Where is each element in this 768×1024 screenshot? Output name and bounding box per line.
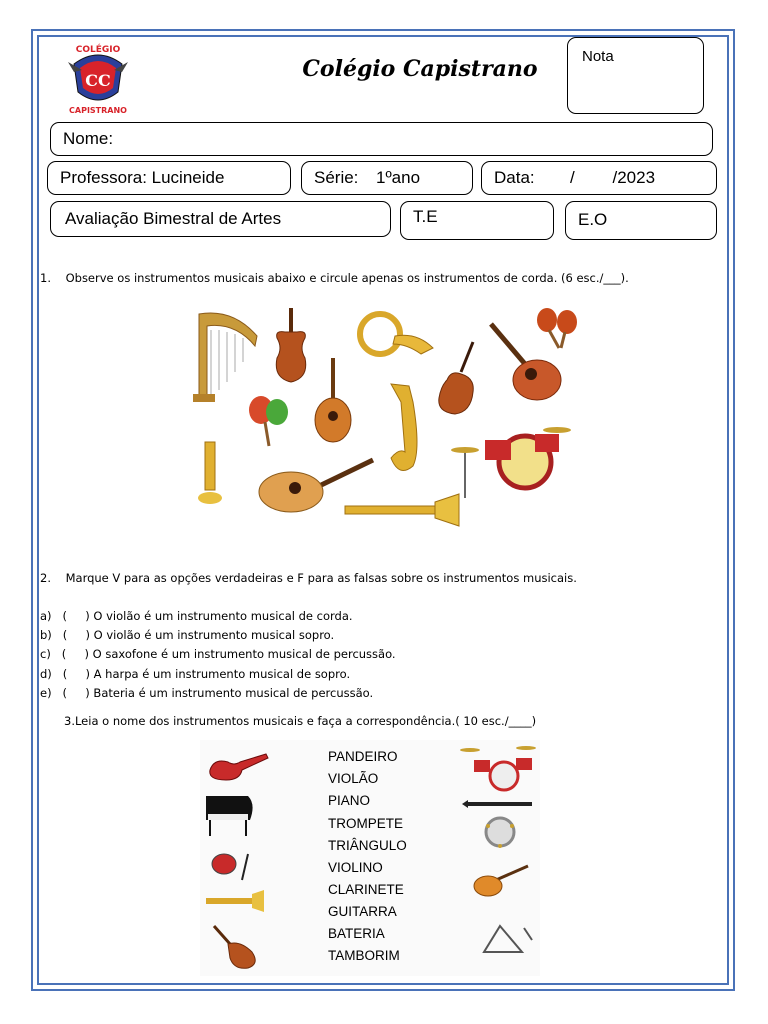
q3-word: TROMPETE [328, 816, 404, 831]
trumpet-icon [198, 442, 222, 504]
guitar-icon [474, 866, 528, 896]
professora-label: Professora: Lucineide [60, 168, 225, 187]
clarinet-icon [462, 800, 532, 808]
q3-word: BATERIA [328, 926, 385, 941]
triangle-icon [484, 926, 532, 952]
trumpet-icon [206, 890, 264, 912]
te-box[interactable] [400, 201, 554, 240]
tambourine-drum-icon [212, 854, 248, 880]
trumpet-icon [345, 494, 459, 526]
q3-word: PANDEIRO [328, 749, 398, 764]
drum-kit-icon [460, 746, 536, 790]
q3-word: TRIÂNGULO [328, 838, 407, 853]
eo-box[interactable] [565, 201, 717, 240]
violin-icon [439, 342, 473, 414]
data-value: / /2023 [570, 168, 656, 187]
q2-option-e[interactable]: e) ( ) Bateria é um instrumento musical de percussão. [40, 686, 374, 700]
q2-option-a[interactable]: a) ( ) O violão é um instrumento musical de corda. [40, 609, 353, 623]
q3-word: PIANO [328, 793, 371, 808]
violin-icon [276, 308, 305, 382]
svg-text:CC: CC [85, 71, 111, 90]
teacher-field [47, 161, 291, 195]
assessment-title-box [50, 201, 391, 237]
grand-piano-icon [206, 796, 253, 836]
mandolin-icon [315, 358, 351, 442]
question-2: 2. Marque V para as opções verdadeiras e F para as falsas sobre os instrumentos musicais. [40, 571, 577, 585]
avaliacao-label: Avaliação Bimestral de Artes [65, 209, 282, 228]
maracas-icon [249, 396, 288, 446]
question-3: 3.Leia o nome dos instrumentos musicais e faça a correspondência.( 10 esc./____) [64, 714, 537, 728]
svg-text:CAPISTRANO: CAPISTRANO [69, 106, 127, 115]
q3-word: CLARINETE [328, 882, 404, 897]
serie-value: 1ºano [376, 168, 421, 187]
harp-icon [193, 313, 257, 402]
drum-kit-icon [451, 427, 571, 498]
tambourine-icon [486, 818, 514, 848]
q1-instruments-image [185, 302, 585, 540]
q2-option-c[interactable]: c) ( ) O saxofone é um instrumento musical de percussão. [40, 647, 396, 661]
eo-label: E.O [578, 210, 608, 229]
acoustic-guitar-icon [259, 460, 373, 512]
violin-icon [214, 926, 255, 968]
svg-text:COLÉGIO: COLÉGIO [75, 45, 121, 55]
grade-level-field [301, 161, 473, 195]
name-field[interactable] [50, 122, 713, 156]
nota-label: Nota [582, 48, 614, 65]
nome-label: Nome: [63, 129, 114, 148]
school-name: Colégio Capistrano [302, 56, 538, 82]
data-label: Data: [494, 168, 535, 187]
french-horn-icon [360, 314, 433, 354]
q3-word: VIOLÃO [328, 771, 379, 786]
q3-word: VIOLINO [328, 860, 383, 875]
serie-label: Série: [314, 168, 359, 187]
te-label: T.E [413, 207, 438, 226]
q2-option-b[interactable]: b) ( ) O violão é um instrumento musical sopro. [40, 628, 335, 642]
q3-word: GUITARRA [328, 904, 397, 919]
q3-word: TAMBORIM [328, 948, 400, 963]
date-field[interactable] [481, 161, 717, 195]
saxophone-icon [391, 384, 417, 471]
school-logo [60, 42, 136, 116]
electric-guitar-icon [210, 754, 268, 780]
q2-option-d[interactable]: d) ( ) A harpa é um instrumento musical de sopro. [40, 667, 351, 681]
grade-box[interactable] [567, 37, 704, 114]
maracas-icon [537, 308, 577, 348]
question-1: 1. Observe os instrumentos musicais abaixo e circule apenas os instrumentos de corda. (6 esc./___). [40, 271, 629, 285]
